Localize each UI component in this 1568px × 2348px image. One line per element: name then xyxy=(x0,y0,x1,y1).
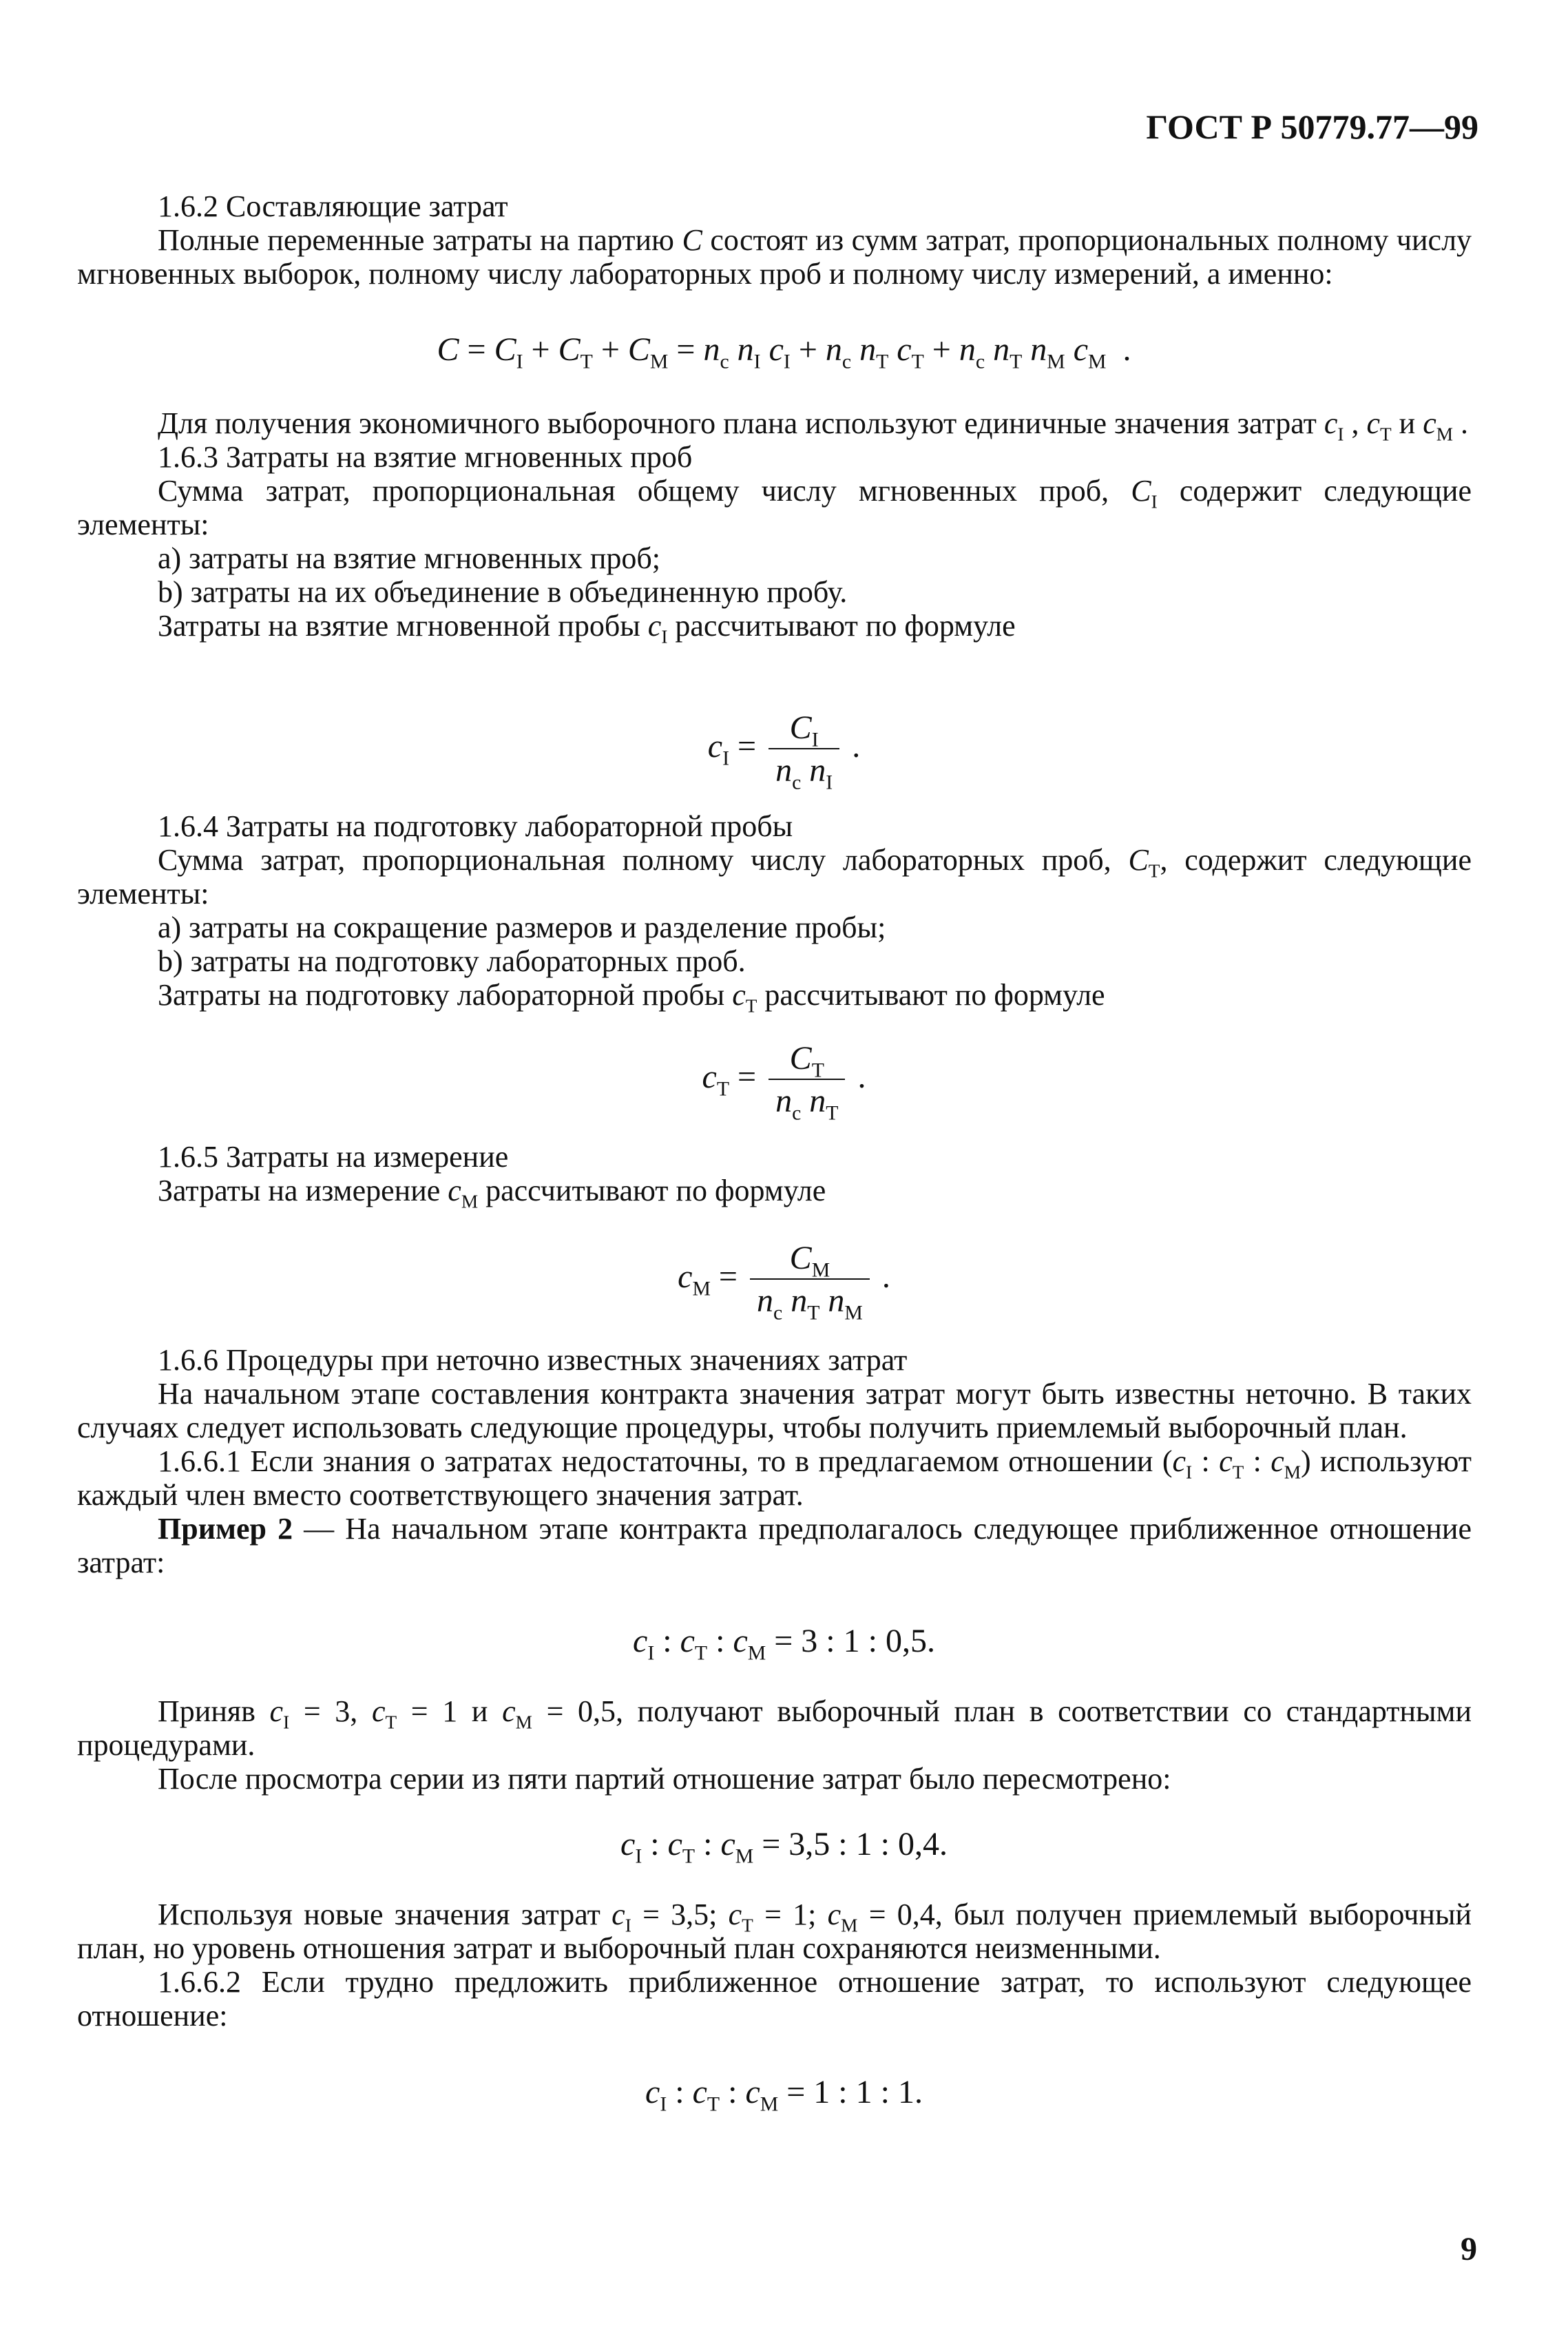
section-heading: 1.6.4 Затраты на подготовку лабораторной пробы xyxy=(158,809,793,843)
paragraph: Приняв $c_I = 3$, $c_T = 1$ и $c_M = 0,5$, получают выборочный план в соответствии со стандартными процедурами. xyxy=(77,1694,1472,1762)
paragraph: 1.6.6.2 Если трудно предложить приближенное отношение затрат, то используют следующее отношение: xyxy=(77,1965,1472,2033)
paragraph: Полные переменные затраты на партию C состоят из сумм затрат, пропорциональных полному числу мгновенных выборок, полному числу лабораторных проб и полному числу измерений, а именно: xyxy=(77,223,1472,291)
paragraph: Затраты на измерение $c_M$ рассчитывают по формуле xyxy=(158,1174,826,1212)
section-1-6-4 xyxy=(77,809,1472,1017)
section-1-6-6-cont xyxy=(77,1694,1472,1796)
formula-ratio-3: $c_I$ : $c_T$ : $c_M = 1$ : 1 : 1. xyxy=(645,2074,923,2116)
paragraph: После просмотра серии из пяти партий отношение затрат было пересмотрено: xyxy=(158,1762,1171,1796)
formula-ratio-1: $c_I$ : $c_T$ : $c_M = 3$ : 1 : 0,5. xyxy=(633,1623,935,1665)
paragraph: На начальном этапе составления контракта значения затрат могут быть известны неточно. В таких случаях следует использовать следующие процедуры, чтобы получить приемлемый выборочный план. xyxy=(77,1377,1472,1444)
formula-cm: $c_M$ = $\frac{C_M}{n_c n_T n_M}$ . xyxy=(678,1240,890,1324)
paragraph: Сумма затрат, пропорциональная полному числу лабораторных проб, $C_T$, содержит следующие элементы: xyxy=(77,843,1472,911)
example-paragraph: Пример 2 — На начальном этапе контракта предполагалось следующее приближенное отношение затрат: xyxy=(77,1512,1472,1579)
list-item: b) затраты на подготовку лабораторных проб. xyxy=(158,944,746,978)
paragraph: Для получения экономичного выборочного плана используют единичные значения затрат $c_I$ , $c_T$ и $c_M$ . xyxy=(158,406,1468,445)
paragraph: Затраты на подготовку лабораторной пробы $c_T$ рассчитывают по формуле xyxy=(158,978,1105,1017)
section-heading: 1.6.6 Процедуры при неточно известных значениях затрат xyxy=(158,1343,908,1377)
document-header: ГОСТ Р 50779.77—99 xyxy=(1146,107,1478,146)
paragraph: Используя новые значения затрат $c_I = 3,5$; $c_T = 1$; $c_M = 0,4$, был получен приемлемый выборочный план, но уровень отношения затрат и выборочный план сохраняются неизменными. xyxy=(77,1898,1472,1965)
section-1-6-2 xyxy=(77,189,1472,291)
paragraph: Затраты на взятие мгновенной пробы $c_I$ рассчитывают по формуле xyxy=(158,609,1016,647)
list-item: a) затраты на взятие мгновенных проб; xyxy=(158,541,660,575)
section-heading: 1.6.2 Составляющие затрат xyxy=(158,189,508,223)
section-1-6-6-cont2 xyxy=(77,1898,1472,2033)
page-number: 9 xyxy=(1461,2231,1477,2267)
formula-ci: $c_I$ = $\frac{C_I}{n_c n_I}$ . xyxy=(707,709,861,794)
section-1-6-5 xyxy=(77,1140,1472,1212)
example-label: Пример 2 xyxy=(158,1512,293,1546)
list-item: a) затраты на сокращение размеров и разделение пробы; xyxy=(158,911,886,944)
formula-total-cost: $C = C_I + C_T + C_M = n_c$ $n_I$ $c_I + n_c$ $n_T$ $c_T + n_c$ $n_T$ $n_M$ $c_M$ . xyxy=(437,331,1131,373)
section-heading: 1.6.3 Затраты на взятие мгновенных проб xyxy=(158,440,693,474)
section-1-6-6 xyxy=(77,1343,1472,1579)
paragraph: Сумма затрат, пропорциональная общему числу мгновенных проб, $C_I$ содержит следующие элементы: xyxy=(77,474,1472,541)
section-1-6-2-cont xyxy=(77,406,1472,647)
section-heading: 1.6.5 Затраты на измерение xyxy=(158,1140,509,1174)
paragraph: 1.6.6.1 Если знания о затратах недостаточны, то в предлагаемом отношении ($c_I$ : $c_T$ : $c_M$) используют каждый член вместо соответствующего значения затрат. xyxy=(77,1444,1472,1512)
list-item: b) затраты на их объединение в объединенную пробу. xyxy=(158,575,848,609)
formula-ct: $c_T$ = $\frac{C_T}{n_c n_T}$ . xyxy=(702,1040,866,1125)
formula-ratio-2: $c_I$ : $c_T$ : $c_M = 3,5$ : 1 : 0,4. xyxy=(620,1826,948,1868)
